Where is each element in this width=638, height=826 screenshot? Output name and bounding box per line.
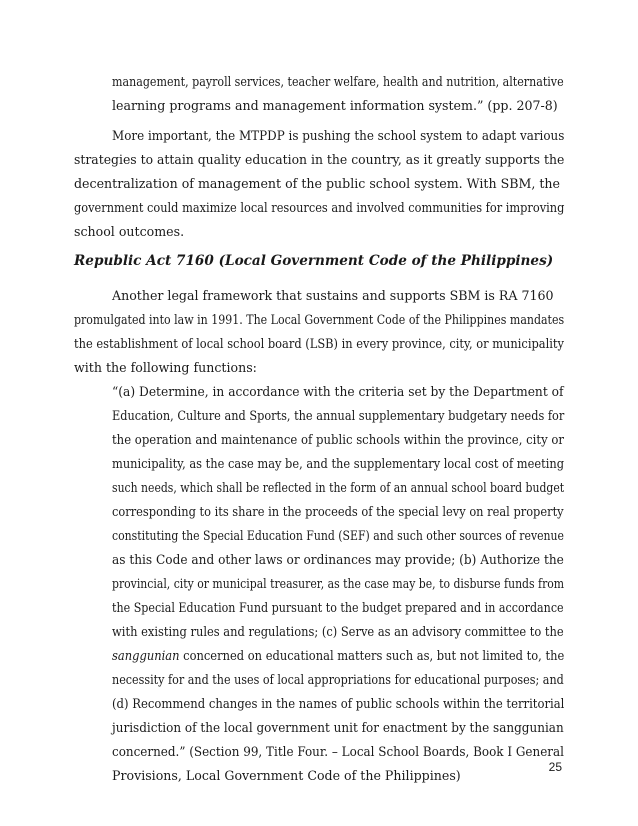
paragraph2-line-3: the establishment of local school board (LSB) in every province, city, or municipality xyxy=(74,336,564,351)
quote-main-line-6: corresponding to its share in the proceeds of the special levy on real property xyxy=(112,504,564,519)
quote-main-line-9: provincial, city or municipal treasurer, as the case may be, to disburse funds from xyxy=(112,576,565,591)
quote-main-line-8: as this Code and other laws or ordinances may provide; (b) Authorize the xyxy=(112,552,564,567)
quote-main-line-7: constituting the Special Education Fund (SEF) and such other sources of revenue xyxy=(112,528,565,543)
quote-main-line-2: Education, Culture and Sports, the annual supplementary budgetary needs for xyxy=(112,408,565,423)
quote-main-line-5: such needs, which shall be reflected in the form of an annual school board budget xyxy=(112,480,565,495)
paragraph1-line-1: More important, the MTPDP is pushing the school system to adapt various xyxy=(112,128,565,143)
quote-main-line-13: necessity for and the uses of local appropriations for educational purposes; and xyxy=(112,672,564,687)
paragraph2-line-2: promulgated into law in 1991. The Local Government Code of the Philippines mandates xyxy=(74,312,565,327)
quote-main-line-14: (d) Recommend changes in the names of public schools within the territorial xyxy=(112,696,565,711)
paragraph1-line-3: decentralization of management of the public school system. With SBM, the xyxy=(74,176,560,191)
paragraph2-line-1: Another legal framework that sustains and supports SBM is RA 7160 xyxy=(112,288,554,303)
quote-main-line-16: concerned.” (Section 99, Title Four. – Local School Boards, Book I General xyxy=(112,744,564,759)
quote-main-line-17: Provisions, Local Government Code of the Philippines) xyxy=(112,768,461,783)
paragraph1-line-5: school outcomes. xyxy=(74,224,185,239)
quote-main-line-3: the operation and maintenance of public schools within the province, city or xyxy=(112,432,564,447)
paragraph1-line-4: government could maximize local resources and involved communities for improving xyxy=(74,200,565,215)
quote-main-line-10: the Special Education Fund pursuant to the budget prepared and in accordance xyxy=(112,600,564,615)
quote-main-line-12: sanggunian concerned on educational matters such as, but not limited to, the xyxy=(112,648,565,663)
quote-main-line-11: with existing rules and regulations; (c) Serve as an advisory committee to the xyxy=(112,624,564,639)
paragraph1-line-2: strategies to attain quality education in the country, as it greatly supports the xyxy=(74,152,565,167)
paragraph2-line-4: with the following functions: xyxy=(74,360,257,375)
quote-main-line-4: municipality, as the case may be, and the supplementary local cost of meeting xyxy=(112,456,565,471)
quote-main-line-1: “(a) Determine, in accordance with the criteria set by the Department of xyxy=(112,384,564,399)
quote-main-line-15: jurisdiction of the local government unit for enactment by the sanggunian xyxy=(112,720,564,735)
quote-top-line-2: learning programs and management information system.” (pp. 207-8) xyxy=(112,98,558,113)
section-heading: Republic Act 7160 (Local Government Code of the Philippines) xyxy=(74,253,554,269)
page-number: 25 xyxy=(548,760,562,774)
quote-top-line-1: management, payroll services, teacher welfare, health and nutrition, alternative xyxy=(112,74,564,89)
